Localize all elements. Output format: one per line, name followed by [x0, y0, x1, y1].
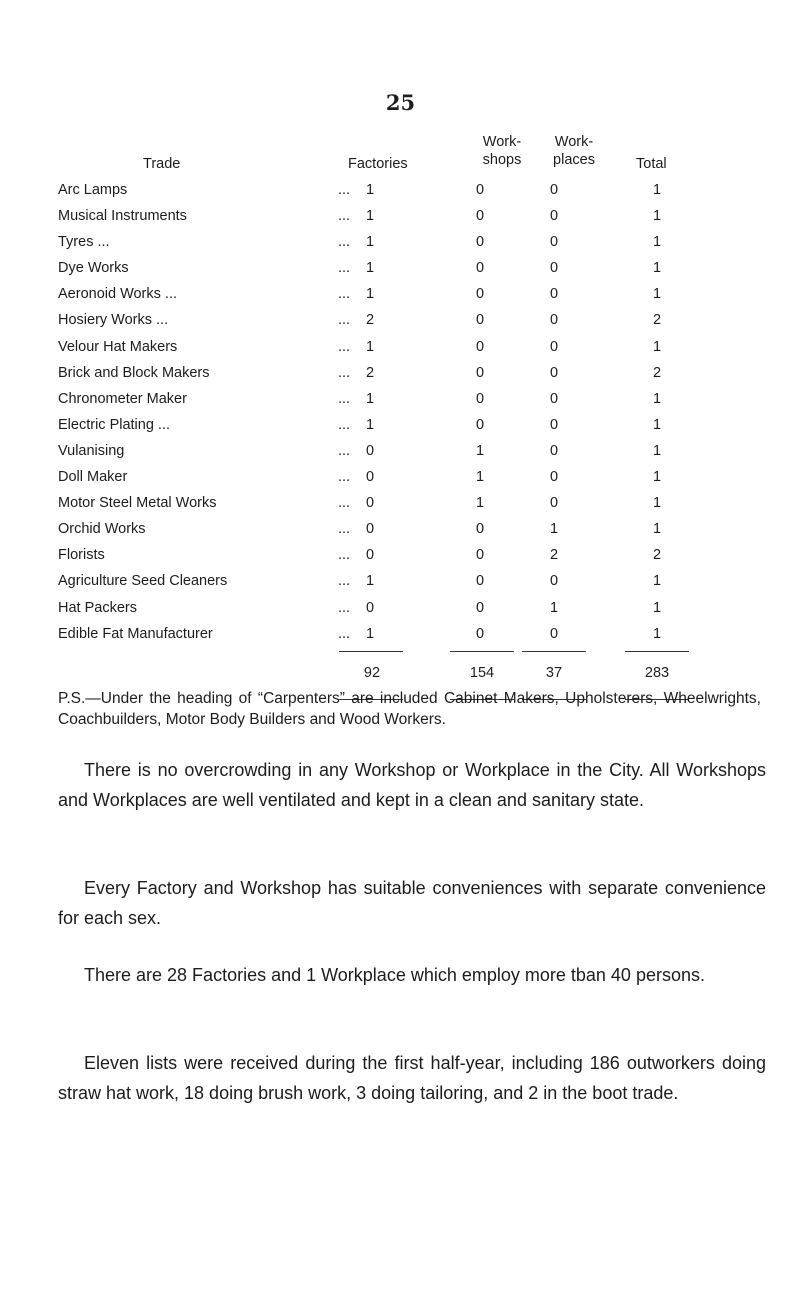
trade-name: Orchid Works	[58, 521, 146, 538]
total-cell: 2	[652, 364, 662, 381]
header-total: Total	[636, 156, 667, 172]
table-row	[58, 360, 758, 386]
factories-cell: 1	[365, 182, 375, 198]
table-row	[58, 412, 758, 438]
factories-cell: 1	[365, 338, 375, 355]
workplaces-cell: 0	[549, 286, 559, 303]
factories-cell: 2	[365, 312, 375, 329]
factories-cell: 0	[365, 469, 375, 486]
workplaces-cell: 0	[549, 338, 559, 355]
workplaces-cell: 0	[549, 573, 559, 590]
table-row	[58, 386, 758, 412]
leader-dots: ...	[337, 182, 351, 198]
total-cell: 1	[652, 182, 662, 198]
leader-dots: ...	[337, 599, 351, 616]
total-cell: 1	[652, 442, 662, 459]
workplaces-cell: 0	[549, 495, 559, 512]
workplaces-cell: 0	[549, 260, 559, 277]
table-row	[58, 621, 758, 647]
trade-name: Musical Instruments	[58, 208, 187, 225]
leader-dots: ...	[337, 442, 351, 459]
trade-name: Hat Packers	[58, 599, 137, 616]
paragraph-conveniences: Every Factory and Workshop has suitable conveniences with separate convenience for each sex.	[58, 878, 766, 928]
total-cell: 1	[652, 599, 662, 616]
factories-cell: 0	[365, 599, 375, 616]
table-row	[58, 307, 758, 333]
trade-name: Edible Fat Manufacturer	[58, 625, 213, 642]
table-body	[58, 177, 758, 647]
table-row	[58, 490, 758, 516]
factories-cell: 0	[365, 495, 375, 512]
table-row	[58, 229, 758, 255]
workshops-cell: 0	[475, 364, 485, 381]
trade-name: Arc Lamps	[58, 182, 128, 198]
workshops-cell: 0	[475, 625, 485, 642]
trade-name: Chronometer Maker	[58, 390, 187, 407]
workshops-cell: 0	[475, 521, 485, 538]
leader-dots: ...	[337, 625, 351, 642]
workplaces-cell: 0	[549, 364, 559, 381]
leader-dots: ...	[337, 547, 351, 564]
total-cell: 1	[652, 260, 662, 277]
leader-dots: ...	[337, 234, 351, 251]
workplaces-cell: 0	[549, 625, 559, 642]
workshops-cell: 0	[475, 599, 485, 616]
trade-name: Electric Plating ...	[58, 416, 171, 433]
workshops-cell: 0	[475, 416, 485, 433]
table-row	[58, 281, 758, 307]
total-cell: 1	[652, 469, 662, 486]
total-cell: 1	[652, 495, 662, 512]
table-row	[58, 177, 758, 203]
total-cell: 1	[652, 416, 662, 433]
total-cell: 1	[652, 338, 662, 355]
trade-name: Aeronoid Works ...	[58, 286, 178, 303]
trade-name: Tyres ...	[58, 234, 110, 251]
total-cell: 1	[652, 573, 662, 590]
header-factories: Factories	[348, 156, 408, 172]
workshops-cell: 1	[475, 442, 485, 459]
workshops-cell: 0	[475, 182, 485, 198]
trade-name: Motor Steel Metal Works	[58, 495, 217, 512]
total-cell: 2	[652, 547, 662, 564]
header-trade: Trade	[143, 156, 181, 172]
table-row	[58, 595, 758, 621]
workshops-cell: 0	[475, 573, 485, 590]
leader-dots: ...	[337, 521, 351, 538]
total-cell: 1	[652, 286, 662, 303]
factories-cell: 1	[365, 234, 375, 251]
total-workplaces: 37	[545, 664, 563, 681]
workshops-cell: 0	[475, 390, 485, 407]
total-cell: 1	[652, 390, 662, 407]
table-row	[58, 255, 758, 281]
factories-cell: 1	[365, 260, 375, 277]
total-workshops: 154	[469, 664, 495, 681]
trades-table	[58, 133, 758, 705]
total-factories: 92	[363, 664, 381, 681]
leader-dots: ...	[337, 390, 351, 407]
leader-dots: ...	[337, 573, 351, 590]
table-row	[58, 438, 758, 464]
trade-name: Doll Maker	[58, 469, 128, 486]
trade-name: Agriculture Seed Cleaners	[58, 573, 228, 590]
table-row	[58, 516, 758, 542]
table-row	[58, 203, 758, 229]
trade-name: Hosiery Works ...	[58, 312, 169, 329]
factories-cell: 1	[365, 390, 375, 407]
rule-top	[522, 651, 586, 652]
workshops-cell: 0	[475, 338, 485, 355]
workplaces-cell: 0	[549, 416, 559, 433]
workplaces-cell: 0	[549, 182, 559, 198]
rule-top	[339, 651, 403, 652]
trade-name: Brick and Block Makers	[58, 364, 210, 381]
leader-dots: ...	[337, 208, 351, 225]
total-cell: 2	[652, 312, 662, 329]
factories-cell: 0	[365, 521, 375, 538]
workshops-cell: 1	[475, 469, 485, 486]
factories-cell: 1	[365, 286, 375, 303]
leader-dots: ...	[337, 338, 351, 355]
total-total: 283	[644, 664, 670, 681]
table-row	[58, 334, 758, 360]
factories-cell: 1	[365, 573, 375, 590]
header-workplaces: Work- places	[553, 134, 595, 168]
leader-dots: ...	[337, 364, 351, 381]
workplaces-cell: 2	[549, 547, 559, 564]
workshops-cell: 1	[475, 495, 485, 512]
leader-dots: ...	[337, 312, 351, 329]
factories-cell: 1	[365, 416, 375, 433]
factories-cell: 1	[365, 625, 375, 642]
rule-top	[450, 651, 514, 652]
table-row	[58, 542, 758, 568]
workshops-cell: 0	[475, 234, 485, 251]
workplaces-cell: 0	[549, 312, 559, 329]
page-number: 25	[385, 90, 416, 115]
table-row	[58, 568, 758, 594]
workplaces-cell: 0	[549, 234, 559, 251]
paragraph-overcrowding: There is no overcrowding in any Workshop or Workplace in the City. All Workshops and Workplaces are well ventilated and kept in a clean and sanitary state.	[58, 760, 766, 810]
paragraph-outworkers: Eleven lists were received during the first half-year, including 186 outworkers doing straw hat work, 18 doing brush work, 3 doing tailoring, and 2 in the boot trade.	[58, 1053, 766, 1103]
workplaces-cell: 0	[549, 442, 559, 459]
trade-name: Dye Works	[58, 260, 129, 277]
workplaces-cell: 0	[549, 390, 559, 407]
postscript-note: P.S.—Under the heading of “Carpenters” are included Cabinet Makers, Upholsterers, Wheelwrights, Coachbuilders, Motor Body Builders and Wood Workers.	[58, 690, 761, 728]
leader-dots: ...	[337, 495, 351, 512]
factories-cell: 0	[365, 442, 375, 459]
trade-name: Florists	[58, 547, 105, 564]
workplaces-cell: 1	[549, 521, 559, 538]
trade-name: Velour Hat Makers	[58, 338, 178, 355]
factories-cell: 0	[365, 547, 375, 564]
workshops-cell: 0	[475, 286, 485, 303]
leader-dots: ...	[337, 260, 351, 277]
factories-cell: 1	[365, 208, 375, 225]
workplaces-cell: 0	[549, 469, 559, 486]
workshops-cell: 0	[475, 312, 485, 329]
total-cell: 1	[652, 208, 662, 225]
workshops-cell: 0	[475, 547, 485, 564]
total-cell: 1	[652, 521, 662, 538]
leader-dots: ...	[337, 469, 351, 486]
workshops-cell: 0	[475, 260, 485, 277]
rule-top	[625, 651, 689, 652]
table-header	[58, 133, 758, 177]
total-cell: 1	[652, 625, 662, 642]
leader-dots: ...	[337, 416, 351, 433]
total-cell: 1	[652, 234, 662, 251]
paragraph-large-employers: There are 28 Factories and 1 Workplace which employ more tban 40 persons.	[84, 965, 705, 985]
header-workshops: Work- shops	[482, 134, 522, 168]
workplaces-cell: 1	[549, 599, 559, 616]
leader-dots: ...	[337, 286, 351, 303]
workplaces-cell: 0	[549, 208, 559, 225]
table-row	[58, 464, 758, 490]
trade-name: Vulanising	[58, 442, 125, 459]
factories-cell: 2	[365, 364, 375, 381]
workshops-cell: 0	[475, 208, 485, 225]
